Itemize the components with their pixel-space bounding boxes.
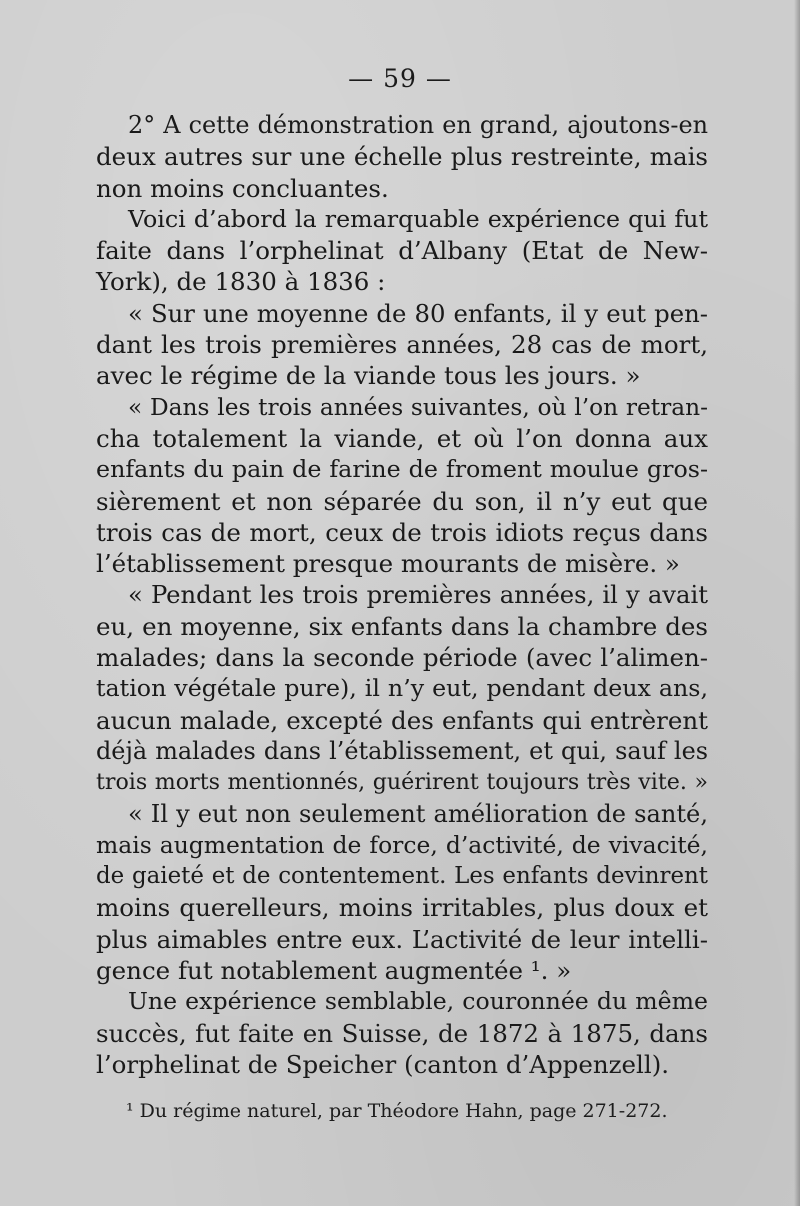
text-line: sièrement et non séparée du son, il n’y eut que — [96, 486, 708, 516]
footnote: ¹ Du régime naturel, par Théodore Hahn, page 271-272. — [126, 1100, 668, 1122]
text-line: trois cas de mort, ceux de trois idiots reçus dans — [96, 517, 708, 547]
text-line: York), de 1830 à 1836 : — [96, 267, 386, 297]
text-line: Voici d’abord la remarquable expérience qui fut — [128, 204, 708, 233]
text-line: l’établissement presque mourants de misère. » — [96, 549, 680, 579]
page-number: — 59 — — [348, 64, 452, 93]
text-line: de gaieté et de contentement. Les enfants devinrent — [96, 863, 708, 890]
text-line: « Pendant les trois premières années, il y avait — [128, 580, 708, 610]
text-line: trois morts mentionnés, guérirent toujours très vite. » — [96, 769, 708, 796]
text-line: mais augmentation de force, d’activité, de vivacité, — [96, 830, 708, 859]
text-line: dant les trois premières années, 28 cas de mort, — [96, 330, 708, 360]
text-line: moins querelleurs, moins irritables, plus doux et — [96, 893, 708, 923]
text-line: Une expérience semblable, couronnée du même — [128, 987, 708, 1016]
text-line: déjà malades dans l’établissement, et qui, sauf les — [96, 736, 708, 765]
text-line: enfants du pain de farine de froment moulue gros- — [96, 455, 708, 484]
text-line: cha totalement la viande, et où l’on donna aux — [96, 423, 708, 453]
text-line: 2° A cette démonstration en grand, ajoutons-en — [128, 111, 708, 139]
text-line: deux autres sur une échelle plus restreinte, mais — [96, 142, 708, 172]
text-line: eu, en moyenne, six enfants dans la chambre des — [96, 611, 708, 641]
text-line: « Sur une moyenne de 80 enfants, il y eut pen- — [128, 298, 708, 328]
text-line: « Dans les trois années suivantes, où l’on retran- — [128, 393, 708, 421]
text-line: « Il y eut non seulement amélioration de santé, — [128, 799, 708, 828]
text-line: plus aimables entre eux. L’activité de leur intelli- — [96, 924, 708, 954]
body-text — [96, 110, 708, 1080]
text-line: tation végétale pure), il n’y eut, pendant deux ans, — [96, 674, 708, 703]
text-line: aucun malade, excepté des enfants qui entrèrent — [96, 705, 708, 735]
text-line: malades; dans la seconde période (avec l’alimen- — [96, 643, 708, 673]
text-line: non moins concluantes. — [96, 173, 389, 203]
text-line: succès, fut faite en Suisse, de 1872 à 1875, dans — [96, 1018, 708, 1048]
text-line: gence fut notablement augmentée ¹. » — [96, 956, 572, 986]
text-line: l’orphelinat de Speicher (canton d’Appenzell). — [96, 1049, 670, 1079]
text-line: avec le régime de la viande tous les jours. » — [96, 361, 641, 391]
text-line: faite dans l’orphelinat d’Albany (Etat de New- — [96, 236, 708, 266]
